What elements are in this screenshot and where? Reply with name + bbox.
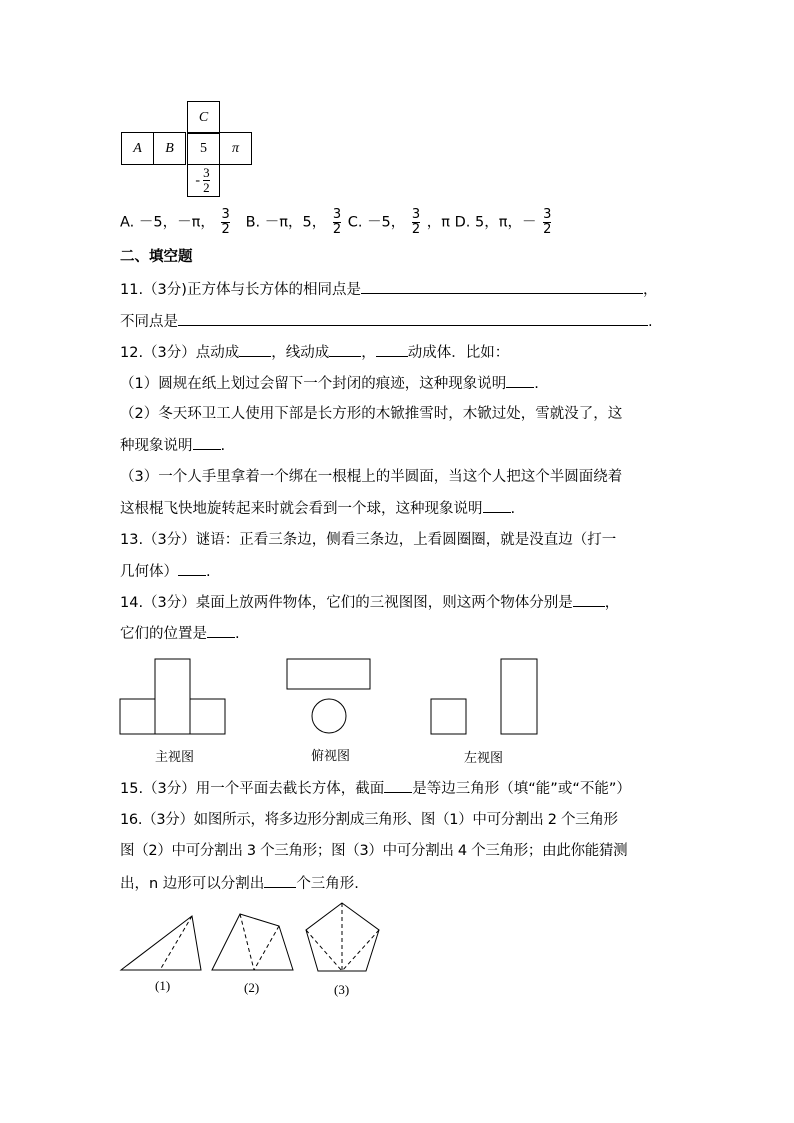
section-title: 二、填空题 — [120, 249, 193, 265]
option-a-fraction: $\frac{3}{2}$ — [221, 207, 230, 237]
option-b-text: －π，5， — [264, 214, 327, 231]
q14-line1: 14.（3分）桌面上放两件物体，它们的三视图图，则这两个物体分别是 ， — [120, 592, 619, 613]
figure-3-pentagon — [306, 903, 379, 971]
option-b-fraction: $\frac{3}{2}$ — [332, 207, 342, 237]
q13-line2: 几何体） . — [120, 561, 211, 582]
q12-part3-line2: 这根棍飞快地旋转起来时就会看到一个球，这种现象说明 . — [120, 498, 515, 519]
caption-top-view: 俯视图 — [311, 749, 351, 764]
option-d-fraction: $\frac{3}{2}$ — [543, 207, 552, 237]
figure-3-label: (3) — [334, 982, 350, 997]
q14-line2: 它们的位置是 . — [120, 623, 240, 644]
net-cell-b: B — [153, 132, 186, 165]
q13-line1: 13.（3分）谜语：正看三条边，侧看三条边，上看圆圈圈，就是没直边（打一 — [120, 532, 617, 548]
net-cell-top: C — [187, 101, 220, 134]
figure-2-label: (2) — [244, 980, 260, 995]
option-c-text: －5， — [367, 214, 406, 231]
left-view — [431, 659, 537, 734]
net-bottom-sign: - — [195, 172, 201, 188]
figure-2-quadrilateral — [212, 914, 293, 970]
front-view — [120, 659, 225, 734]
option-c-label: C. — [347, 214, 363, 231]
top-view — [287, 659, 370, 733]
net-cell-pi: π — [219, 132, 252, 165]
option-c-tail: ，π — [426, 214, 451, 231]
q11-line1: 11.（3分)正方体与长方体的相同点是 ， — [120, 279, 657, 300]
caption-front-view: 主视图 — [155, 750, 195, 765]
q12-part3-line1: （3）一个人手里拿着一个绑在一根棍上的半圆面，当这个人把这个半圆面绕着 — [120, 469, 623, 485]
option-d-text: 5，π，－ — [475, 214, 537, 231]
net-cell-a: A — [121, 132, 154, 165]
option-c-fraction: $\frac{3}{2}$ — [411, 207, 421, 237]
q12-part2-line1: （2）冬天环卫工人使用下部是长方形的木锨推雪时，木锨过处，雪就没了，这 — [120, 406, 623, 422]
polygon-figures — [0, 900, 794, 980]
caption-left-view: 左视图 — [464, 751, 504, 766]
net-bottom-fraction — [203, 166, 210, 195]
net-cell-5: 5 — [187, 132, 220, 165]
option-d-label: D. — [454, 214, 471, 231]
q15-line: 15.（3分）用一个平面去截长方体，截面 是等边三角形（填“能”或“不能”） — [120, 778, 631, 799]
net-bottom-num: 3 — [203, 165, 210, 180]
q16-line1: 16.（3分）如图所示，将多边形分割成三角形、图（1）中可分割出 2 个三角形 — [120, 812, 618, 828]
q12-stem: 12.（3分）点动成 ，线动成 ， 动成体．比如： — [120, 342, 509, 363]
option-b-label: B. — [245, 214, 261, 231]
option-a-label: A. — [120, 214, 135, 231]
q12-part1: （1）圆规在纸上划过会留下一个封闭的痕迹，这种现象说明 . — [120, 373, 539, 394]
net-cell-bottom — [187, 164, 220, 197]
net-bottom-den: 2 — [203, 180, 210, 195]
q16-line2: 图（2）中可分割出 3 个三角形；图（3）中可分割出 4 个三角形；由此你能猜测 — [120, 843, 628, 859]
figure-1-label: (1) — [155, 978, 171, 993]
q16-line3: 出，n 边形可以分割出 个三角形. — [120, 873, 359, 894]
q12-part2-line2: 种现象说明 . — [120, 435, 225, 456]
option-a-text: －5，－π， — [138, 214, 215, 231]
figure-1-triangle — [121, 916, 201, 970]
three-views-figure — [0, 655, 794, 755]
q10-options — [120, 208, 553, 237]
q11-line2: 不同点是 . — [120, 311, 653, 332]
